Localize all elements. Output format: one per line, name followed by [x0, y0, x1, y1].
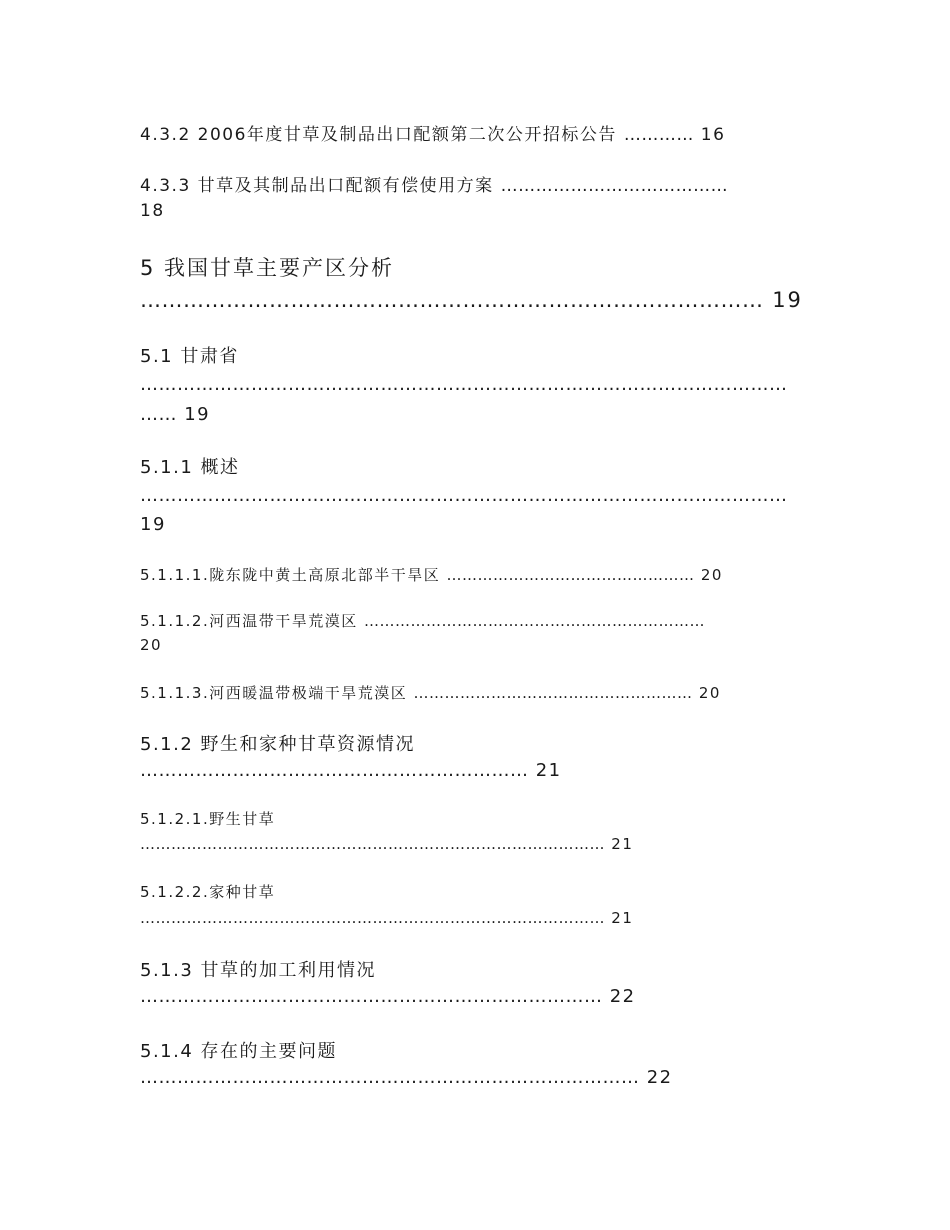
toc-entry-title: 5.1.4 存在的主要问题 [140, 1041, 338, 1062]
toc-section-leader-line [140, 1067, 673, 1088]
toc-entry-title: 4.3.2 2006年度甘草及制品出口配额第二次公开招标公告 [140, 125, 617, 145]
toc-entry[interactable] [140, 682, 721, 703]
toc-entry-leader: ………………………………… [500, 176, 729, 196]
toc-entry-title: 4.3.3 甘草及其制品出口配额有偿使用方案 [140, 176, 494, 196]
toc-entry-page: 20 [140, 636, 163, 654]
toc-entry-leader: ………………………………………… [446, 566, 695, 584]
toc-section-page-line [140, 514, 166, 535]
toc-entry-page: 19 [140, 514, 166, 535]
toc-section-leader-line [140, 374, 788, 395]
toc-section-title[interactable] [140, 730, 415, 756]
toc-entry-leader: ……………………………………………………………………………… [140, 835, 605, 853]
toc-entry[interactable] [140, 171, 728, 196]
toc-entry-leader: ……………………………………………………………………… [140, 1067, 640, 1088]
toc-entry-page: 18 [140, 201, 165, 221]
toc-section-title[interactable] [140, 453, 240, 479]
toc-entry[interactable] [140, 610, 705, 631]
toc-entry-leader: ………………………………………………………… [364, 612, 706, 630]
toc-entry-title: 5.1.2.1.野生甘草 [140, 810, 276, 828]
toc-entry-page: 21 [611, 835, 634, 853]
toc-entry-title: 5 我国甘草主要产区分析 [140, 256, 395, 280]
toc-entry-title: 5.1.2.2.家种甘草 [140, 883, 276, 901]
toc-entry-page: 22 [609, 986, 636, 1007]
toc-entry-page: 21 [535, 760, 562, 781]
toc-entry-page: 21 [611, 909, 634, 927]
toc-entry-leader: …………………………………………………………………………… [140, 288, 764, 312]
toc-entry-title: 5.1.1.2.河西温带干旱荒漠区 [140, 612, 358, 630]
toc-entry-title: 5.1.3 甘草的加工利用情况 [140, 960, 377, 981]
toc-entry-leader-line [140, 835, 633, 853]
toc-entry[interactable] [140, 881, 275, 902]
toc-entry-leader: …… [140, 404, 177, 425]
toc-entry-leader: ……………………………………………………… [140, 760, 529, 781]
toc-entry[interactable] [140, 808, 275, 829]
toc-section-title[interactable] [140, 342, 239, 368]
toc-chapter-title[interactable] [140, 252, 394, 282]
toc-entry-page: 16 [700, 125, 726, 145]
toc-entry-title: 5.1.2 野生和家种甘草资源情况 [140, 734, 416, 755]
toc-chapter-leader-line [140, 288, 803, 312]
toc-entry-page-line [140, 201, 165, 221]
toc-entry-page: 20 [700, 566, 723, 584]
toc-entry[interactable] [140, 120, 725, 145]
toc-entry-leader: ……………………………………………… [413, 684, 693, 702]
toc-section-leader-line [140, 986, 636, 1007]
toc-section-title[interactable] [140, 956, 376, 982]
toc-entry-page: 22 [646, 1067, 673, 1088]
toc-entry-title: 5.1.1.3.河西暖温带极端干旱荒漠区 [140, 684, 408, 702]
toc-section-leader-line [140, 485, 788, 506]
toc-entry-page-line [140, 636, 162, 654]
toc-section-leader-line [140, 760, 562, 781]
toc-entry-title: 5.1.1.1.陇东陇中黄土高原北部半干旱区 [140, 566, 441, 584]
toc-entry-leader: ………… [623, 125, 694, 145]
toc-entry[interactable] [140, 564, 723, 585]
toc-entry-leader: …………………………………………………………………………………………… [140, 485, 788, 506]
toc-entry-page: 19 [184, 404, 211, 425]
toc-entry-title: 5.1.1 概述 [140, 457, 240, 478]
toc-section-title[interactable] [140, 1037, 337, 1063]
toc-entry-leader: ………………………………………………………………… [140, 986, 603, 1007]
toc-entry-title: 5.1 甘肃省 [140, 346, 239, 367]
toc-entry-leader: …………………………………………………………………………………………… [140, 374, 788, 395]
toc-entry-page: 20 [698, 684, 721, 702]
toc-section-page-line [140, 404, 210, 425]
toc-entry-leader: ……………………………………………………………………………… [140, 909, 605, 927]
toc-entry-page: 19 [772, 288, 803, 312]
toc-entry-leader-line [140, 909, 633, 927]
